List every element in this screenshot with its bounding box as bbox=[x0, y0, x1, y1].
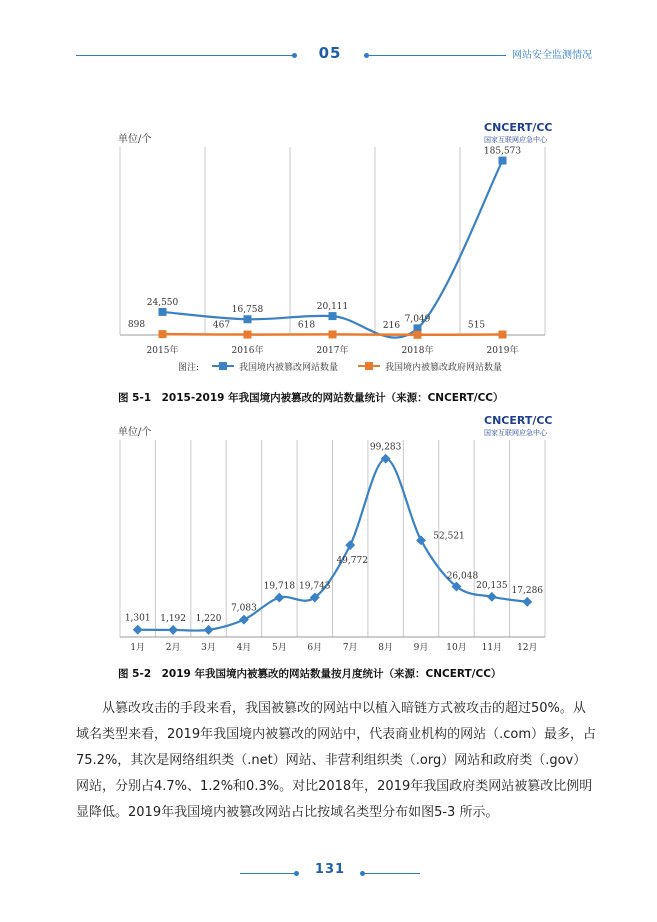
chart-1-legend-entry: 我国境内被篡改网站数量 bbox=[239, 363, 339, 373]
page-number: 131 bbox=[314, 862, 346, 877]
chart-2-data-label: 1,220 bbox=[195, 613, 222, 624]
chart-1-data-label: 7,049 bbox=[404, 314, 431, 325]
chart-1-x-tick-label: 2016年 bbox=[231, 346, 264, 356]
chart-2-data-label: 7,083 bbox=[231, 603, 257, 614]
chart-1-data-label: 898 bbox=[127, 320, 146, 331]
chart-2-data-point bbox=[239, 615, 249, 625]
chart-1-data-label: 216 bbox=[382, 320, 401, 331]
chart-1-legend-entry: 我国境内被篡改政府网站数量 bbox=[385, 363, 503, 373]
chart-1-data-label: 20,111 bbox=[316, 302, 349, 313]
chart-2-x-tick-label: 3月 bbox=[201, 643, 216, 653]
chart-1-data-label: 185,573 bbox=[483, 146, 522, 157]
chart-2-data-label: 52,521 bbox=[433, 531, 465, 542]
chart-2-data-label: 99,283 bbox=[369, 442, 402, 453]
chart-2-data-point bbox=[133, 625, 143, 635]
chart-1-series bbox=[128, 147, 521, 339]
chart-1-data-point bbox=[159, 330, 167, 338]
chapter-number: 05 bbox=[318, 44, 342, 62]
chart-1-x-tick-label: 2017年 bbox=[316, 346, 349, 356]
header-title: 网站安全监测情况 bbox=[512, 50, 592, 61]
chart-1-data-point bbox=[414, 331, 422, 339]
chart-2-data-label: 17,286 bbox=[511, 585, 544, 596]
header-rule-right bbox=[368, 55, 506, 56]
chart-2-data-point bbox=[522, 597, 532, 607]
chart-2-x-tick-label: 12月 bbox=[517, 643, 538, 653]
chart-1-x-tick-label: 2019年 bbox=[486, 346, 519, 356]
chart-2-logo-main: CNCERT/CC bbox=[484, 414, 553, 427]
footer-dot-left bbox=[294, 871, 299, 876]
chart-2-x-tick-label: 2月 bbox=[165, 643, 181, 653]
chart-2-x-tick-label: 10月 bbox=[446, 643, 467, 653]
chart-1-legend-prefix: 图注: bbox=[178, 363, 200, 373]
chart-2-caption: 图 5-2 2019 年我国境内被篡改的网站数量按月度统计（来源：CNCERT/CC） bbox=[118, 668, 502, 680]
chart-2-data-label: 1,301 bbox=[124, 613, 151, 624]
chart-1-data-label: 16,758 bbox=[231, 305, 264, 316]
chart-1-legend-marker bbox=[365, 362, 373, 370]
chart-1-data-point bbox=[244, 331, 252, 339]
body-text bbox=[76, 696, 596, 826]
chart-2-x-axis bbox=[130, 642, 537, 653]
header-rule-left bbox=[76, 55, 294, 56]
chart-1-logo-main: CNCERT/CC bbox=[484, 121, 553, 134]
chart-2-data-label: 49,772 bbox=[336, 556, 368, 567]
chart-2-logo-sub: 国家互联网应急中心 bbox=[484, 429, 547, 437]
chart-1-data-label: 618 bbox=[297, 320, 316, 331]
chart-2 bbox=[80, 405, 580, 655]
chart-2-data-point bbox=[487, 592, 497, 602]
chart-2-data-point bbox=[416, 535, 426, 545]
chart-1-data-point bbox=[159, 308, 167, 316]
header-dot-left bbox=[292, 53, 297, 58]
chart-1-logo bbox=[484, 121, 553, 144]
chart-2-unit-label: 单位/个 bbox=[118, 427, 152, 438]
chart-1-data-point bbox=[244, 315, 252, 323]
chart-2-grid bbox=[120, 440, 545, 637]
chart-1-unit-label: 单位/个 bbox=[118, 134, 152, 145]
chart-1-x-tick-label: 2018年 bbox=[401, 346, 434, 356]
chart-2-x-tick-label: 9月 bbox=[413, 643, 429, 653]
chart-2-logo bbox=[484, 414, 553, 437]
chart-1-data-label: 467 bbox=[212, 320, 231, 331]
chart-1 bbox=[80, 115, 580, 380]
chart-2-x-tick-label: 1月 bbox=[130, 643, 146, 653]
chart-2-data-label: 1,192 bbox=[160, 613, 187, 624]
chart-2-data-label: 20,135 bbox=[476, 580, 508, 591]
chart-2-x-tick-label: 6月 bbox=[307, 643, 323, 653]
chart-2-data-label: 19,743 bbox=[299, 581, 331, 592]
chart-1-data-label: 515 bbox=[467, 320, 486, 331]
chart-2-data-point bbox=[345, 540, 355, 550]
chart-2-x-tick-label: 7月 bbox=[342, 643, 358, 653]
footer-rule-left bbox=[240, 873, 296, 874]
chart-2-data-point bbox=[204, 625, 214, 635]
chart-1-logo-sub: 国家互联网应急中心 bbox=[484, 136, 547, 144]
chart-1-data-point bbox=[499, 157, 507, 165]
chart-1-data-label: 24,550 bbox=[146, 297, 179, 308]
chart-1-x-tick-label: 2015年 bbox=[146, 346, 179, 356]
chart-2-data-point bbox=[168, 625, 178, 635]
chart-2-data-point bbox=[274, 593, 284, 603]
chart-1-x-axis bbox=[147, 344, 519, 356]
chart-2-x-tick-label: 11月 bbox=[481, 643, 503, 653]
chart-2-x-tick-label: 8月 bbox=[378, 643, 393, 653]
chart-1-legend-marker bbox=[219, 362, 227, 370]
chart-2-data-label: 26,048 bbox=[446, 571, 479, 582]
body-paragraph-1: 从篡改攻击的手段来看，我国被篡改的网站中以植入暗链方式被攻击的超过50%。从域名类型来看，2019年我国境内被篡改的网站中，代表商业机构的网站（.com）最多，占75.2%，其次是网络组织类（.net）网站、非营利组织类（.org）网站和政府类（.gov）网站，分别占4.7%、1.2%和0.3%。对比2018年，2019年我国政府类网站被篡改比例明显降低。2019年我国境内被篡改网站占比按域名类型分布如图5-3 所示。 bbox=[76, 701, 596, 820]
footer-rule-right bbox=[364, 873, 420, 874]
chart-2-series bbox=[125, 443, 543, 635]
chart-1-data-point bbox=[329, 312, 337, 320]
chart-2-data-label: 19,718 bbox=[263, 581, 296, 592]
chart-2-x-tick-label: 4月 bbox=[236, 643, 252, 653]
chart-1-legend bbox=[178, 361, 502, 373]
chart-2-x-tick-label: 5月 bbox=[272, 643, 287, 653]
chart-1-caption: 图 5-1 2015-2019 年我国境内被篡改的网站数量统计（来源：CNCERT/CC） bbox=[118, 392, 504, 404]
chart-1-data-point bbox=[329, 330, 337, 338]
chart-1-data-point bbox=[499, 331, 507, 339]
